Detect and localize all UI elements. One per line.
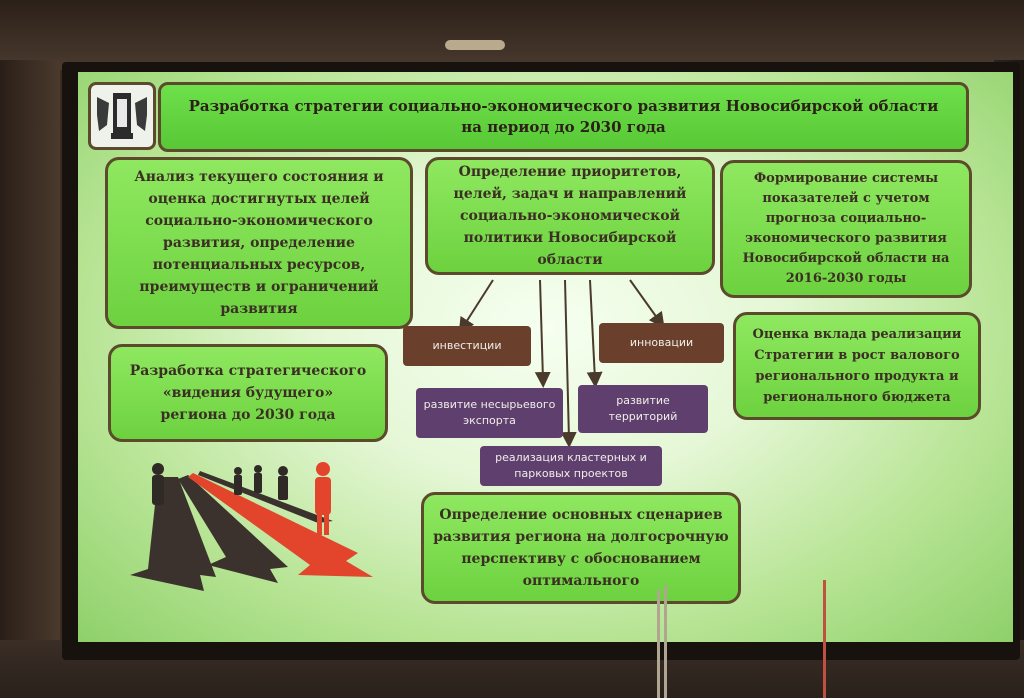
arrow-to-investments: [463, 280, 493, 327]
scenarios-line-4: оптимального: [522, 573, 640, 589]
room-ceiling: [0, 0, 1024, 70]
export-tag: [416, 388, 563, 438]
assessment-line-2: Стратегии в рост валового: [754, 348, 960, 363]
scenarios-line-1: Определение основных сценариев: [439, 507, 723, 523]
analysis-line-1: Анализ текущего состояния и: [134, 169, 384, 185]
vision-line-1: Разработка стратегического: [129, 363, 367, 379]
flag-pole-2: [664, 585, 667, 698]
indicators-line-6: 2016-2030 годы: [785, 271, 907, 286]
investments-tag: [403, 326, 531, 366]
export-label-2: экспорта: [463, 414, 516, 427]
analysis-box: [105, 157, 413, 329]
innovations-label: инновации: [629, 336, 694, 349]
analysis-line-6: преимуществ и ограничений: [139, 279, 379, 295]
priorities-line-4: политики Новосибирской: [463, 230, 677, 246]
slide-title-line-2: на период до 2030 года: [461, 118, 666, 136]
assessment-line-3: регионального продукта и: [755, 369, 959, 384]
investments-label: инвестиции: [432, 339, 502, 352]
vision-box: [108, 344, 388, 442]
flag-pole-3: [823, 580, 826, 698]
clusters-label-2: парковых проектов: [514, 467, 628, 480]
analysis-line-4: развития, определение: [163, 235, 355, 251]
arrow-to-territories: [590, 280, 595, 380]
territories-label-1: развитие: [616, 394, 670, 407]
assessment-box: [733, 312, 981, 420]
vision-line-3: региона до 2030 года: [160, 407, 336, 423]
flag-pole-1: [657, 590, 660, 698]
analysis-line-5: потенциальных ресурсов,: [152, 257, 366, 273]
room-wall-left: [0, 60, 60, 698]
territories-tag: [578, 385, 708, 433]
ceiling-light: [445, 40, 505, 50]
clusters-tag: [480, 446, 662, 486]
analysis-line-2: оценка достигнутых целей: [148, 191, 370, 207]
arrow-to-export: [540, 280, 543, 380]
innovations-tag: [599, 323, 724, 363]
slide-title-line-1: Разработка стратегии социально-экономического развития Новосибирской области: [188, 97, 939, 115]
people-arrows-illustration: [118, 457, 383, 597]
clusters-label-1: реализация кластерных и: [495, 451, 647, 464]
indicators-line-1: Формирование системы: [753, 171, 939, 186]
assessment-line-4: регионального бюджета: [763, 390, 951, 405]
indicators-line-4: экономического развития: [745, 231, 947, 246]
scenarios-line-3: перспективу с обоснованием: [461, 551, 701, 567]
arrow-to-innovations: [630, 280, 660, 322]
priorities-line-1: Определение приоритетов,: [458, 164, 682, 180]
indicators-line-2: показателей с учетом: [762, 191, 930, 206]
priorities-line-3: социально-экономической: [459, 208, 681, 224]
analysis-line-7: развития: [220, 301, 298, 317]
indicators-line-5: Новосибирской области на: [742, 251, 950, 266]
scenarios-line-2: развития региона на долгосрочную: [433, 529, 729, 545]
priorities-line-5: области: [537, 252, 603, 268]
priorities-box: [425, 157, 715, 275]
analysis-line-3: социально-экономического: [145, 213, 373, 229]
projection-slide: [78, 72, 1013, 642]
arrow-to-clusters: [565, 280, 569, 440]
scenarios-box: [421, 492, 741, 604]
export-label-1: развитие несырьевого: [423, 398, 556, 411]
indicators-line-3: прогноза социально-: [765, 211, 927, 226]
assessment-line-1: Оценка вклада реализации: [752, 327, 962, 342]
vision-line-2: «видения будущего»: [162, 385, 334, 401]
indicators-box: [720, 160, 972, 298]
priorities-line-2: целей, задач и направлений: [453, 186, 687, 202]
territories-label-2: территорий: [608, 410, 678, 423]
